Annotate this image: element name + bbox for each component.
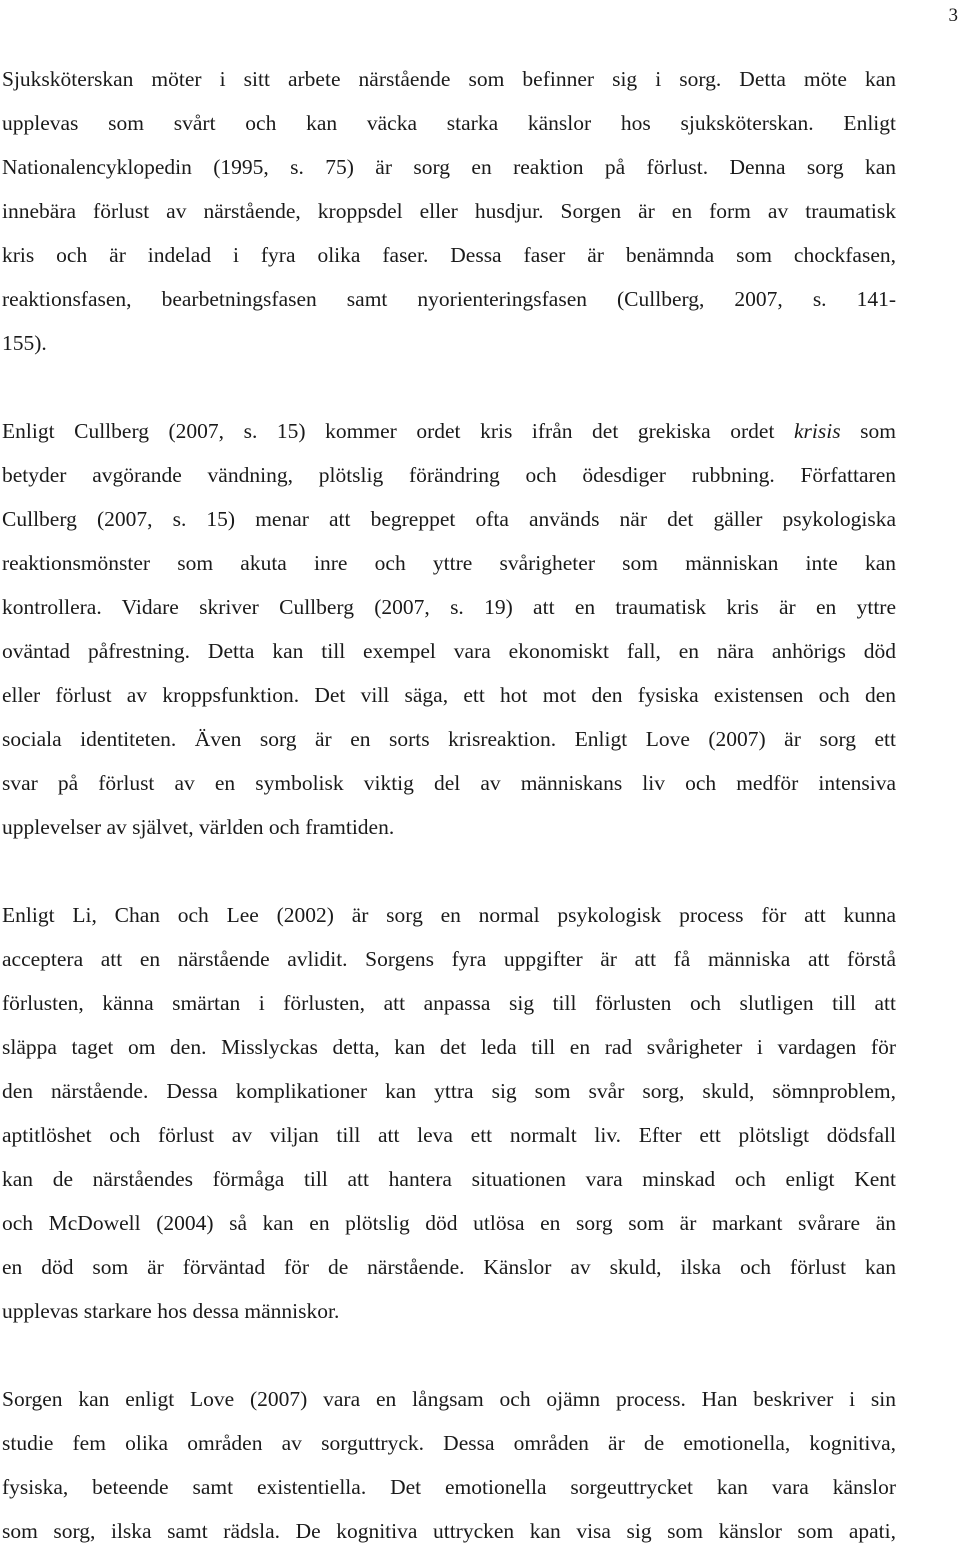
text-line: eller förlust av kroppsfunktion. Det vill säga, ett hot mot den fysiska existensen och den xyxy=(2,683,896,707)
text-line: som sorg, ilska samt rädsla. De kognitiva uttrycken kan visa sig som känslor som apati, xyxy=(2,1519,896,1543)
text-line: Cullberg (2007, s. 15) menar att begreppet ofta används när det gäller psykologiska xyxy=(2,507,896,531)
paragraph-4 xyxy=(2,1377,896,1553)
text-line: upplevas som svårt och kan väcka starka känslor hos sjuksköterskan. Enligt xyxy=(2,111,896,135)
text-line: och McDowell (2004) så kan en plötslig död utlösa en sorg som är markant svårare än xyxy=(2,1211,896,1235)
text-line: släppa taget om den. Misslyckas detta, kan det leda till en rad svårigheter i vardagen för xyxy=(2,1035,896,1059)
text-line: reaktionsmönster som akuta inre och yttre svårigheter som människan inte kan xyxy=(2,551,896,575)
text-line: reaktionsfasen, bearbetningsfasen samt nyorienteringsfasen (Cullberg, 2007, s. 141- xyxy=(2,287,896,311)
text-line: sociala identiteten. Även sorg är en sorts krisreaktion. Enligt Love (2007) är sorg ett xyxy=(2,727,896,751)
text-line: kontrollera. Vidare skriver Cullberg (2007, s. 19) att en traumatisk kris är en yttre xyxy=(2,595,896,619)
text-line-with-italic xyxy=(2,409,896,453)
paragraph-1 xyxy=(2,57,896,365)
text-segment: Enligt Cullberg (2007, s. 15) kommer ordet kris ifrån det grekiska ordet xyxy=(2,419,794,443)
italic-term: krisis xyxy=(794,419,841,443)
page-number: 3 xyxy=(948,5,958,26)
text-line: oväntad påfrestning. Detta kan till exempel vara ekonomiskt fall, en nära anhörigs död xyxy=(2,639,896,663)
text-line: Sjuksköterskan möter i sitt arbete närstående som befinner sig i sorg. Detta möte kan xyxy=(2,67,896,91)
text-line: den närstående. Dessa komplikationer kan yttra sig som svår sorg, skuld, sömnproblem, xyxy=(2,1079,896,1103)
text-line: kan de närståendes förmåga till att hantera situationen vara minskad och enligt Kent xyxy=(2,1167,896,1191)
text-line: fysiska, beteende samt existentiella. Det emotionella sorgeuttrycket kan vara känslor xyxy=(2,1475,896,1499)
paragraph-3 xyxy=(2,893,896,1333)
text-line: svar på förlust av en symbolisk viktig del av människans liv och medför intensiva xyxy=(2,771,896,795)
text-line: innebära förlust av närstående, kroppsdel eller husdjur. Sorgen är en form av traumatisk xyxy=(2,199,896,223)
text-line: Nationalencyklopedin (1995, s. 75) är sorg en reaktion på förlust. Denna sorg kan xyxy=(2,155,896,179)
text-line: förlusten, känna smärtan i förlusten, att anpassa sig till förlusten och slutligen till att xyxy=(2,991,896,1015)
paragraph-2 xyxy=(2,409,896,849)
document-body xyxy=(2,57,896,1553)
text-line: en död som är förväntad för de närstående. Känslor av skuld, ilska och förlust kan xyxy=(2,1255,896,1279)
text-line: Sorgen kan enligt Love (2007) vara en långsam och ojämn process. Han beskriver i sin xyxy=(2,1387,896,1411)
text-line: studie fem olika områden av sorguttryck. Dessa områden är de emotionella, kognitiva, xyxy=(2,1431,896,1455)
text-line: aptitlöshet och förlust av viljan till att leva ett normalt liv. Efter ett plötsligt dödsfall xyxy=(2,1123,896,1147)
text-line: 155). xyxy=(2,331,47,355)
text-line: upplevelser av självet, världen och framtiden. xyxy=(2,815,395,839)
text-line: Enligt Li, Chan och Lee (2002) är sorg en normal psykologisk process för att kunna xyxy=(2,903,896,927)
text-line: kris och är indelad i fyra olika faser. Dessa faser är benämnda som chockfasen, xyxy=(2,243,896,267)
text-line: betyder avgörande vändning, plötslig förändring och ödesdiger rubbning. Författaren xyxy=(2,463,896,487)
text-line: upplevas starkare hos dessa människor. xyxy=(2,1299,340,1323)
text-segment: som xyxy=(840,419,896,443)
text-line: acceptera att en närstående avlidit. Sorgens fyra uppgifter är att få människa att förstå xyxy=(2,947,896,971)
